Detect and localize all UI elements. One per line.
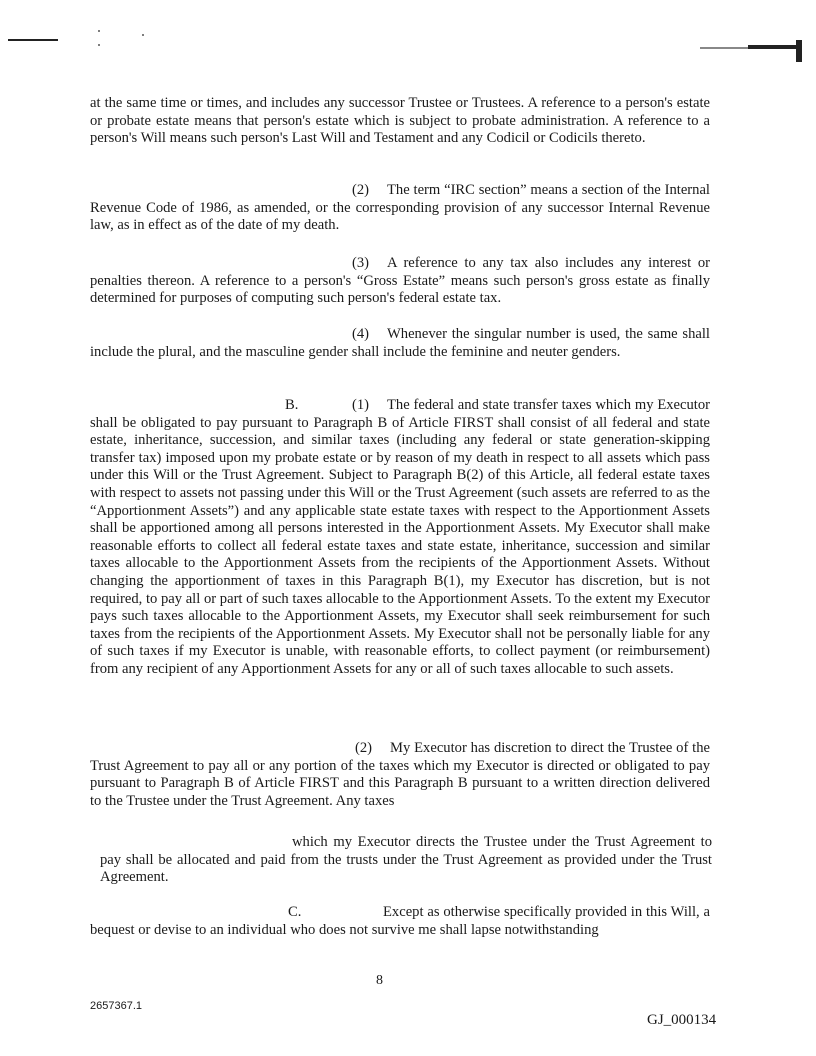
paragraph-a2: (2) The term “IRC section” means a section of the Internal Revenue Code of 1986, as amended, or the corresponding provision of any successor Internal Revenue law, as in effect as of the date of my death. [90, 182, 710, 234]
page-number: 8 [376, 973, 383, 988]
scan-speck [98, 30, 100, 32]
paragraph-b2: (2) My Executor has discretion to direct the Trustee of the Trust Agreement to pay all or any portion of the taxes which my Executor is directed or obligated to pay pursuant to Paragraph B of Article FIRST and this Paragraph B pursuant to a written direction delivered to the Trustee under the Trust Agreement. Any taxes [90, 740, 710, 809]
scan-artifact-top-right-edge [748, 45, 802, 49]
paragraph-b1: B. (1) The federal and state transfer taxes which my Executor shall be obligated to pay pursuant to Paragraph B of Article FIRST shall consist of all federal and state estate, inheritance, succession, and similar taxes (including any federal or state generation-skipping transfer tax) imposed upon my probate estate or by reason of my death in respect to all assets which pass under this Will or the Trust Agreement. Subject to Paragraph B(2) of this Article, all federal estate taxes with respect to assets not passing under this Will or the Trust Agreement (such assets are referred to as the “Apportionment Assets”) and any applicable state estate taxes with respect to the Apportionment Assets shall be apportioned among all persons interested in the Apportionment Assets. My Executor shall make reasonable efforts to collect all federal estate taxes and state estate, inheritance, succession and similar taxes allocable to the Apportionment Assets from the recipients of the Apportionment Assets. Without changing the apportionment of taxes in this Paragraph B(1), my Executor has discretion, but is not required, to pay all or part of such taxes allocable to the Apportionment Assets. To the extent my Executor pays such taxes allocable to the Apportionment Assets, my Executor shall seek reimbursement for such taxes from the recipients of the Apportionment Assets. My Executor shall not be personally liable for any of such taxes if my Executor is unable, with reasonable efforts, to collect payment (or reimbursement) from any recipient of any Apportionment Assets for any or all of such taxes allocable to such assets. [90, 397, 710, 677]
bates-number: GJ_000134 [647, 1012, 717, 1028]
scan-artifact-corner [796, 40, 802, 62]
paragraph-a4: (4) Whenever the singular number is used, the same shall include the plural, and the masculine gender shall include the feminine and neuter genders. [90, 326, 710, 360]
paragraph-c: C. Except as otherwise specifically provided in this Will, a bequest or devise to an individual who does not survive me shall lapse notwithstanding [90, 904, 710, 938]
paragraph-definitions-cont: at the same time or times, and includes any successor Trustee or Trustees. A reference to a person's estate or probate estate means that person's estate which is subject to probate administration. A reference to a person's Will means such person's Last Will and Testament and any Codicil or Codicils thereto. [90, 95, 710, 147]
paragraph-a3: (3) A reference to any tax also includes any interest or penalties thereon. A reference to a person's “Gross Estate” means such person's gross estate as finally determined for purposes of computing such person's federal estate tax. [90, 255, 710, 307]
scan-speck [142, 34, 144, 36]
document-id: 2657367.1 [90, 1000, 142, 1012]
scan-speck [98, 44, 100, 46]
paragraph-b2-continued: which my Executor directs the Trustee under the Trust Agreement to pay shall be allocated and paid from the trusts under the Trust Agreement as provided under the Trust Agreement. [100, 834, 712, 886]
scan-artifact-top-left [8, 39, 58, 41]
